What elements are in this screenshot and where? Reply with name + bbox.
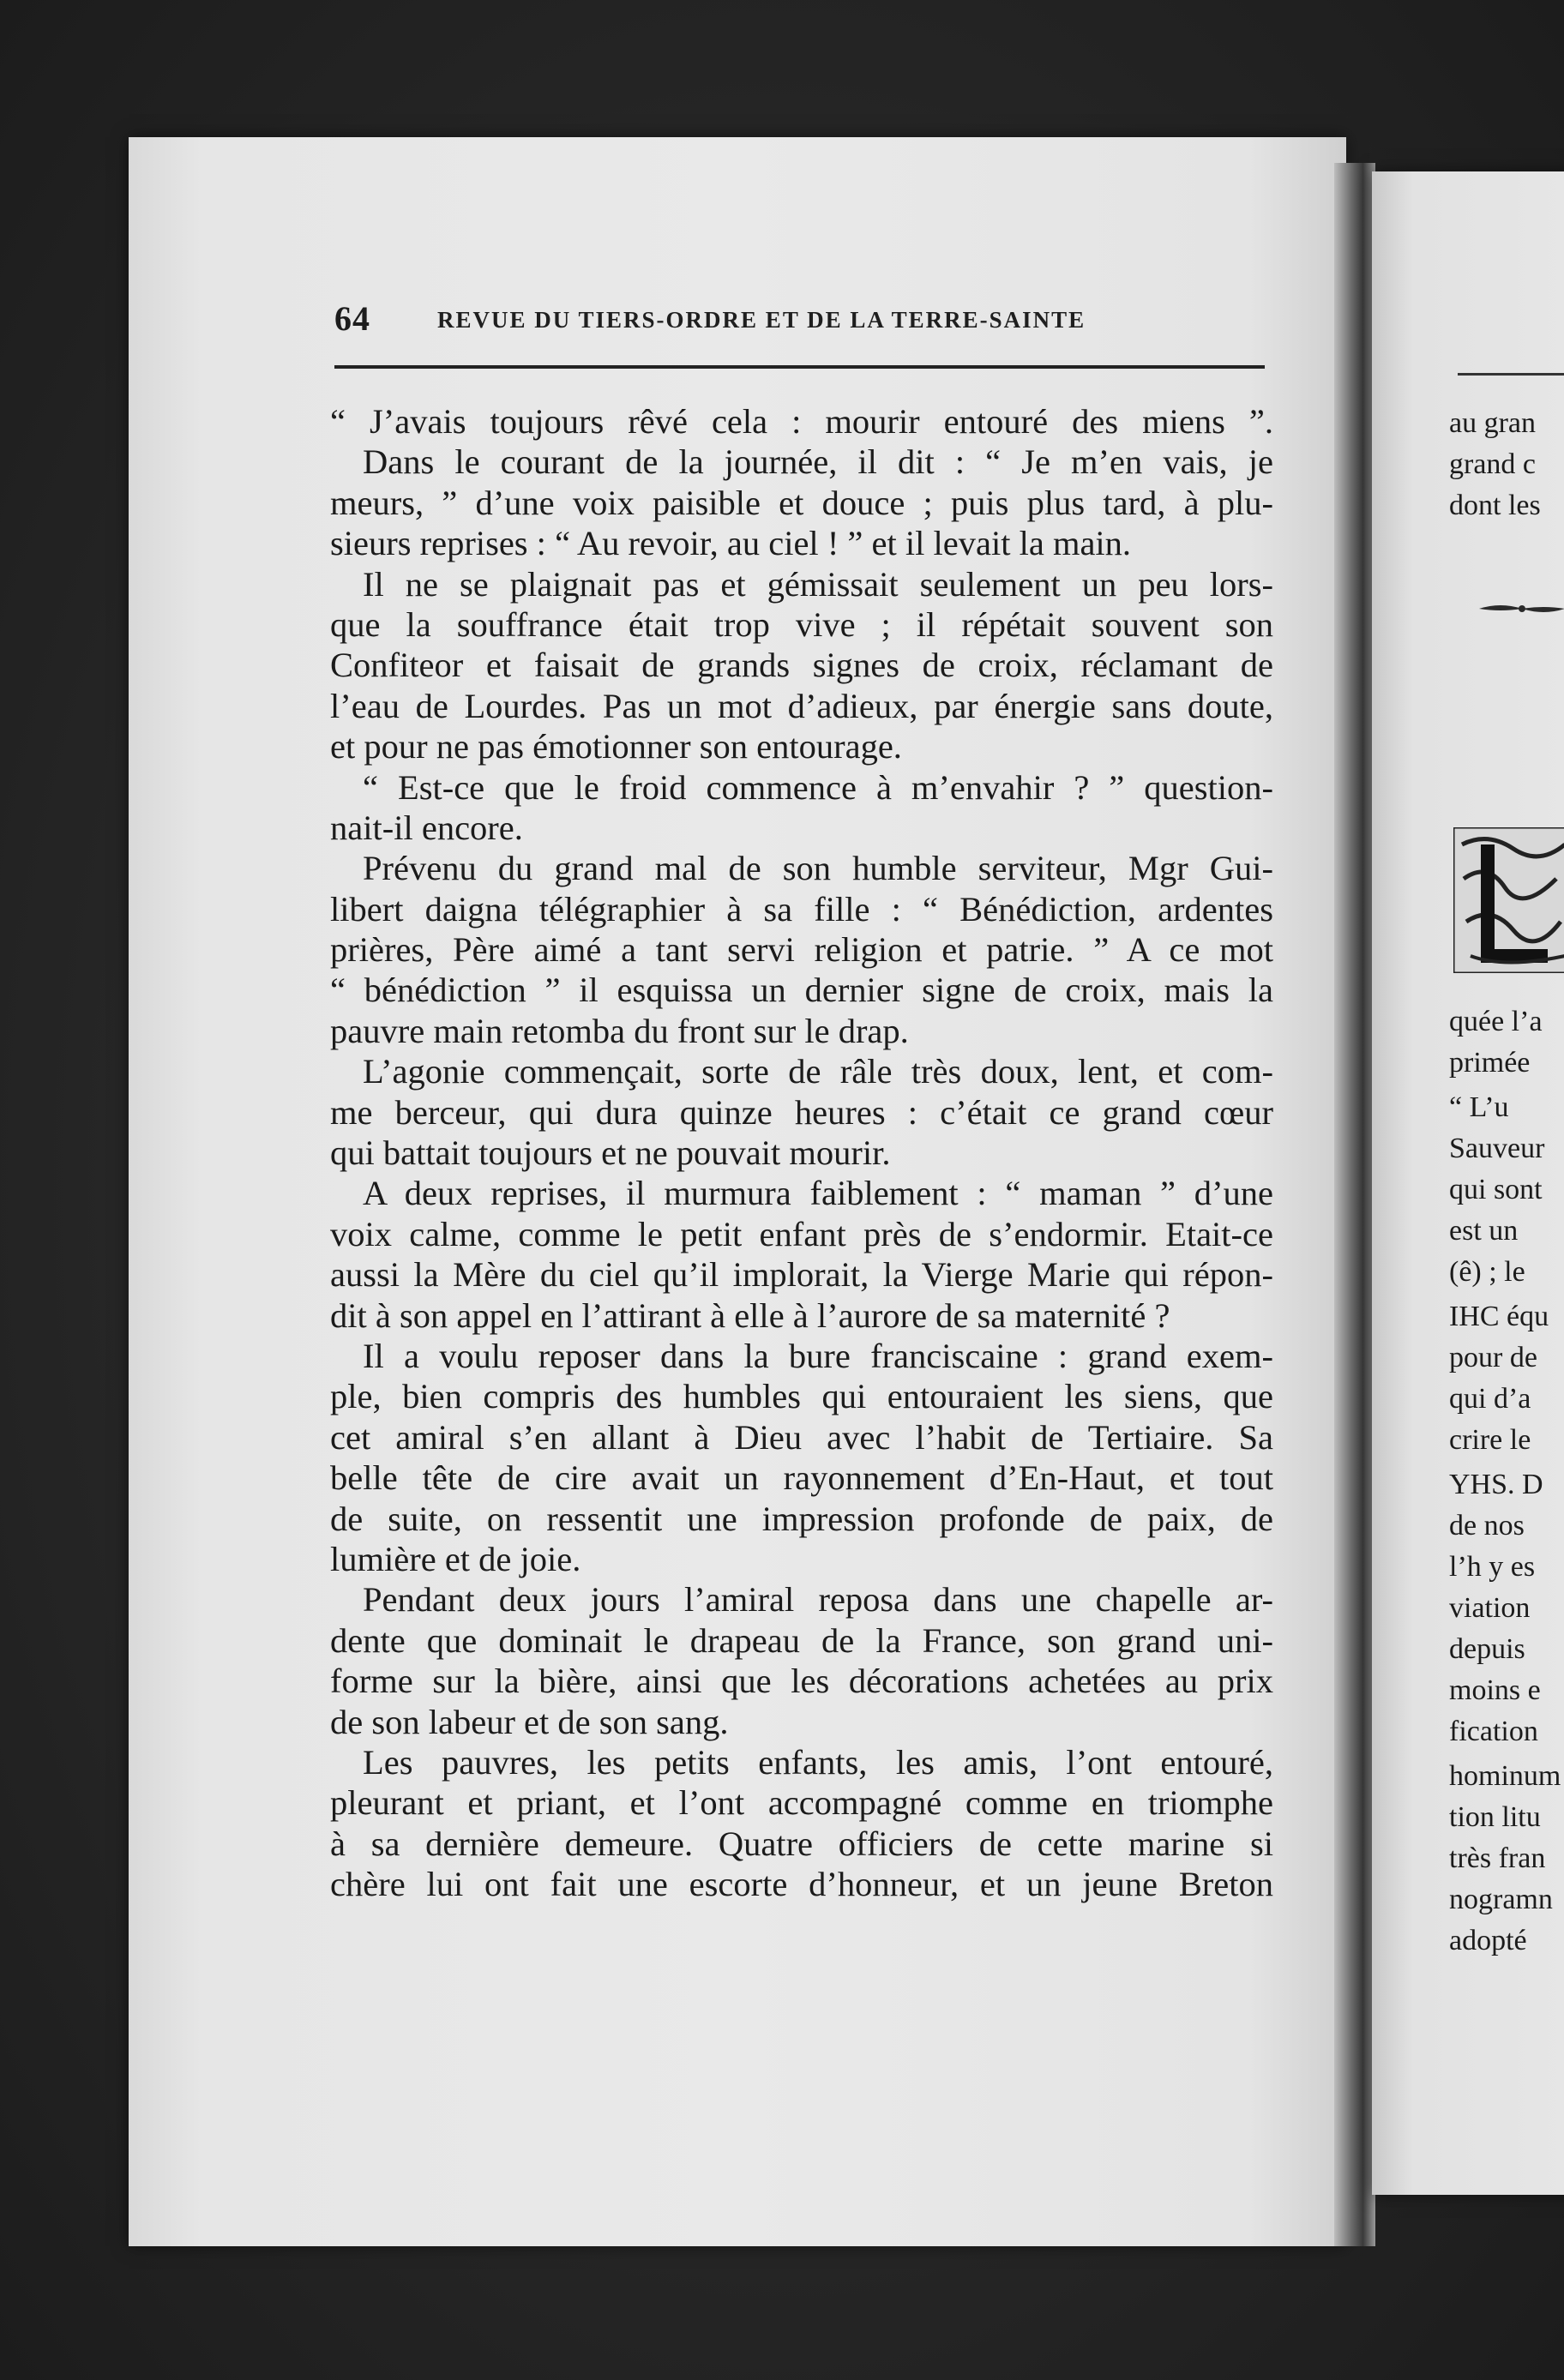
- facing-page-line: depuis: [1449, 1633, 1525, 1665]
- text-line: L’agonie commençait, sorte de râle très doux, lent, et com-: [363, 1052, 1273, 1091]
- header-rule: [334, 365, 1265, 369]
- text-line: prières, Père aimé a tant servi religion et patrie. ” A ce mot: [330, 930, 1273, 970]
- facing-page-line: très fran: [1449, 1842, 1546, 1874]
- facing-page-line: tion litu: [1449, 1801, 1541, 1833]
- text-line: dente que dominait le drapeau de la France, son grand uni-: [330, 1620, 1273, 1660]
- facing-page-line: nogramn: [1449, 1884, 1553, 1915]
- text-line: libert daigna télégraphier à sa fille : “ Bénédiction, ardentes: [330, 889, 1273, 929]
- text-line: que la souffrance était trop vive ; il répétait souvent son: [330, 604, 1273, 644]
- text-line: “ bénédiction ” il esquissa un dernier signe de croix, mais la: [330, 971, 1273, 1010]
- text-line: voix calme, comme le petit enfant près de s’endormir. Etait-ce: [330, 1214, 1273, 1253]
- facing-page-line: adopté: [1449, 1925, 1527, 1956]
- page-number: 64: [334, 299, 370, 338]
- facing-page-line: Sauveur: [1449, 1133, 1545, 1164]
- text-line: Les pauvres, les petits enfants, les amis, l’ont entouré,: [363, 1742, 1273, 1782]
- facing-page-line: l’h y es: [1449, 1551, 1536, 1583]
- facing-page-line: est un: [1449, 1215, 1519, 1247]
- facing-page-line: primée: [1449, 1047, 1531, 1079]
- fleuron-ornament: [1479, 600, 1564, 617]
- facing-page-line: dont les: [1449, 490, 1541, 521]
- facing-page-line: “ L’u: [1449, 1091, 1509, 1123]
- text-line: l’eau de Lourdes. Pas un mot d’adieux, par énergie sans doute,: [330, 686, 1273, 725]
- facing-page-line: de nos: [1449, 1510, 1525, 1542]
- text-line: dit à son appel en l’attirant à elle à l’aurore de sa maternité ?: [330, 1295, 1170, 1335]
- facing-page-header-rule: [1458, 373, 1564, 376]
- facing-page-line: pour de: [1449, 1342, 1537, 1373]
- text-line: A deux reprises, il murmura faiblement : “ maman ” d’une: [363, 1174, 1273, 1213]
- running-title: REVUE DU TIERS-ORDRE ET DE LA TERRE-SAINTE: [437, 307, 1086, 333]
- text-line: de son labeur et de son sang.: [330, 1702, 729, 1741]
- text-line: forme sur la bière, ainsi que les décorations achetées au prix: [330, 1662, 1273, 1701]
- text-line: me berceur, qui dura quinze heures : c’était ce grand cœur: [330, 1092, 1273, 1132]
- text-line: pleurant et priant, et l’ont accompagné comme en triomphe: [330, 1783, 1273, 1823]
- facing-page-line: viation: [1449, 1592, 1531, 1624]
- facing-page-line: au gran: [1449, 407, 1537, 439]
- text-line: belle tête de cire avait un rayonnement d’En-Haut, et tout: [330, 1458, 1273, 1498]
- text-line: meurs, ” d’une voix paisible et douce ; puis plus tard, à plu-: [330, 483, 1273, 522]
- facing-page-line: (ê) ; le: [1449, 1256, 1525, 1288]
- text-line: sieurs reprises : “ Au revoir, au ciel ! ” et il levait la main.: [330, 524, 1132, 563]
- text-line: ple, bien compris des humbles qui entouraient les siens, que: [330, 1377, 1273, 1416]
- text-line: chère lui ont fait une escorte d’honneur, et un jeune Breton: [330, 1865, 1273, 1904]
- text-line: de suite, on ressentit une impression profonde de paix, de: [330, 1499, 1273, 1538]
- text-line: à sa dernière demeure. Quatre officiers de cette marine si: [330, 1824, 1273, 1863]
- text-line: “ Est-ce que le froid commence à m’envahir ? ” question-: [363, 767, 1273, 807]
- page-header: [334, 298, 1286, 350]
- facing-page-line: grand c: [1449, 448, 1537, 480]
- text-line: Dans le courant de la journée, il dit : “ Je m’en vais, je: [363, 442, 1273, 482]
- text-line: lumière et de joie.: [330, 1539, 581, 1578]
- text-line: Il a voulu reposer dans la bure franciscaine : grand exem-: [363, 1336, 1273, 1375]
- body-text: [330, 401, 1273, 1904]
- facing-page-line: qui d’a: [1449, 1383, 1531, 1415]
- facing-page-line: IHC équ: [1449, 1301, 1549, 1332]
- text-line: Il ne se plaignait pas et gémissait seulement un peu lors-: [363, 564, 1273, 604]
- text-line: nait-il encore.: [330, 808, 523, 847]
- text-line: aussi la Mère du ciel qu’il implorait, la Vierge Marie qui répon-: [330, 1255, 1273, 1295]
- text-line: cet amiral s’en allant à Dieu avec l’habit de Tertiaire. Sa: [330, 1417, 1273, 1457]
- facing-page-line: hominum: [1449, 1760, 1561, 1792]
- text-line: Confiteor et faisait de grands signes de croix, réclamant de: [330, 646, 1273, 685]
- text-line: pauvre main retomba du front sur le drap.: [330, 1011, 909, 1050]
- facing-page-line: quée l’a: [1449, 1006, 1543, 1037]
- book-gutter: [1334, 163, 1375, 2246]
- text-line: qui battait toujours et ne pouvait mourir.: [330, 1133, 891, 1173]
- facing-page-line: fication: [1449, 1716, 1538, 1747]
- text-line: “ J’avais toujours rêvé cela : mourir entouré des miens ”.: [330, 402, 1273, 441]
- facing-page-line: YHS. D: [1449, 1469, 1543, 1500]
- facing-page-line: qui sont: [1449, 1174, 1543, 1205]
- decorated-initial-icon: [1453, 827, 1564, 973]
- facing-page-line: moins e: [1449, 1674, 1541, 1706]
- text-line: Pendant deux jours l’amiral reposa dans une chapelle ar-: [363, 1580, 1273, 1620]
- facing-page-line: crire le: [1449, 1424, 1531, 1456]
- text-line: et pour ne pas émotionner son entourage.: [330, 727, 902, 766]
- text-line: Prévenu du grand mal de son humble serviteur, Mgr Gui-: [363, 849, 1273, 888]
